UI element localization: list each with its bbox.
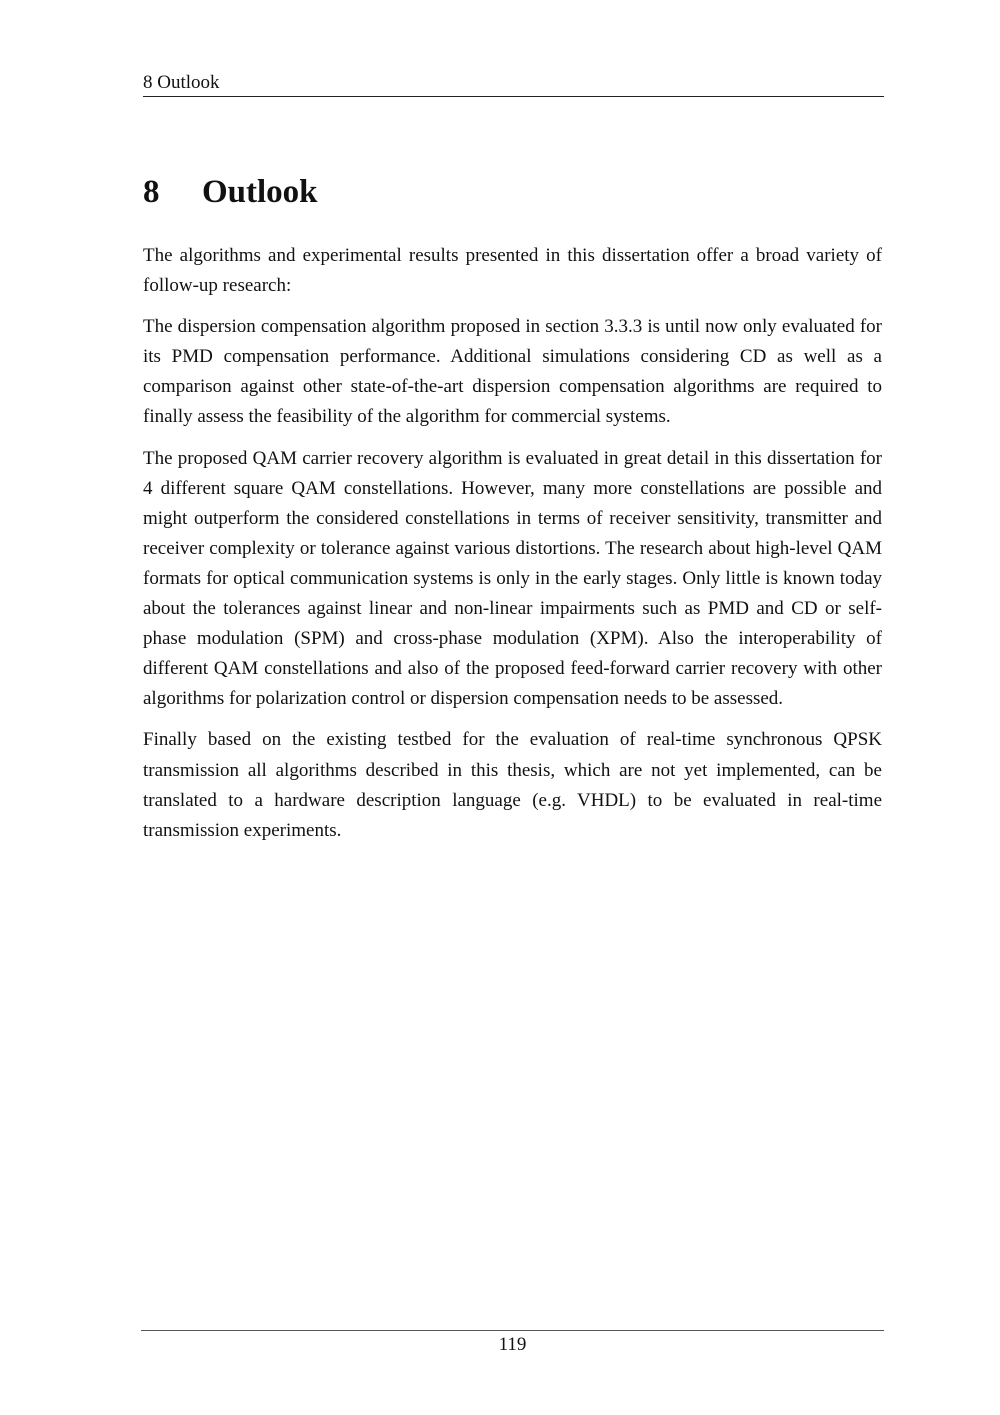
footer-divider	[141, 1330, 884, 1331]
header-divider	[143, 96, 884, 97]
paragraph-qam-carrier-recovery: The proposed QAM carrier recovery algorithm is evaluated in great detail in this dissertation for 4 different square QAM constellations. However, many more constellations are possible and might outperform the considered constellations in terms of receiver sensitivity, transmitter and receiver complexity or tolerance against various distortions. The research about high-level QAM formats for optical communication systems is only in the early stages. Only little is known today about the tolerances against linear and non-linear impairments such as PMD and CD or self-phase modulation (SPM) and cross-phase modulation (XPM). Also the interoperability of different QAM constellations and also of the proposed feed-forward carrier recovery with other algorithms for polarization control or dispersion compensation needs to be assessed.	[143, 447, 882, 710]
chapter-number: 8	[143, 174, 160, 210]
paragraph-intro: The algorithms and experimental results presented in this dissertation offer a broad variety of follow-up research:	[143, 245, 882, 297]
paragraph-hardware-testbed: Finally based on the existing testbed for the evaluation of real-time synchronous QPSK transmission all algorithms described in this thesis, which are not yet implemented, can be translated to a hardware description language (e.g. VHDL) to be evaluated in real-time transmission experiments.	[143, 729, 882, 841]
running-header: 8 Outlook	[143, 72, 220, 93]
page-number: 119	[498, 1334, 527, 1355]
chapter-body	[143, 241, 882, 857]
paragraph-dispersion-compensation: The dispersion compensation algorithm proposed in section 3.3.3 is until now only evaluated for its PMD compensation performance. Additional simulations considering CD as well as a comparison against other state-of-the-art dispersion compensation algorithms are required to finally assess the feasibility of the algorithm for commercial systems.	[143, 316, 882, 428]
chapter-title-text: Outlook	[202, 174, 318, 210]
chapter-title	[143, 170, 318, 214]
